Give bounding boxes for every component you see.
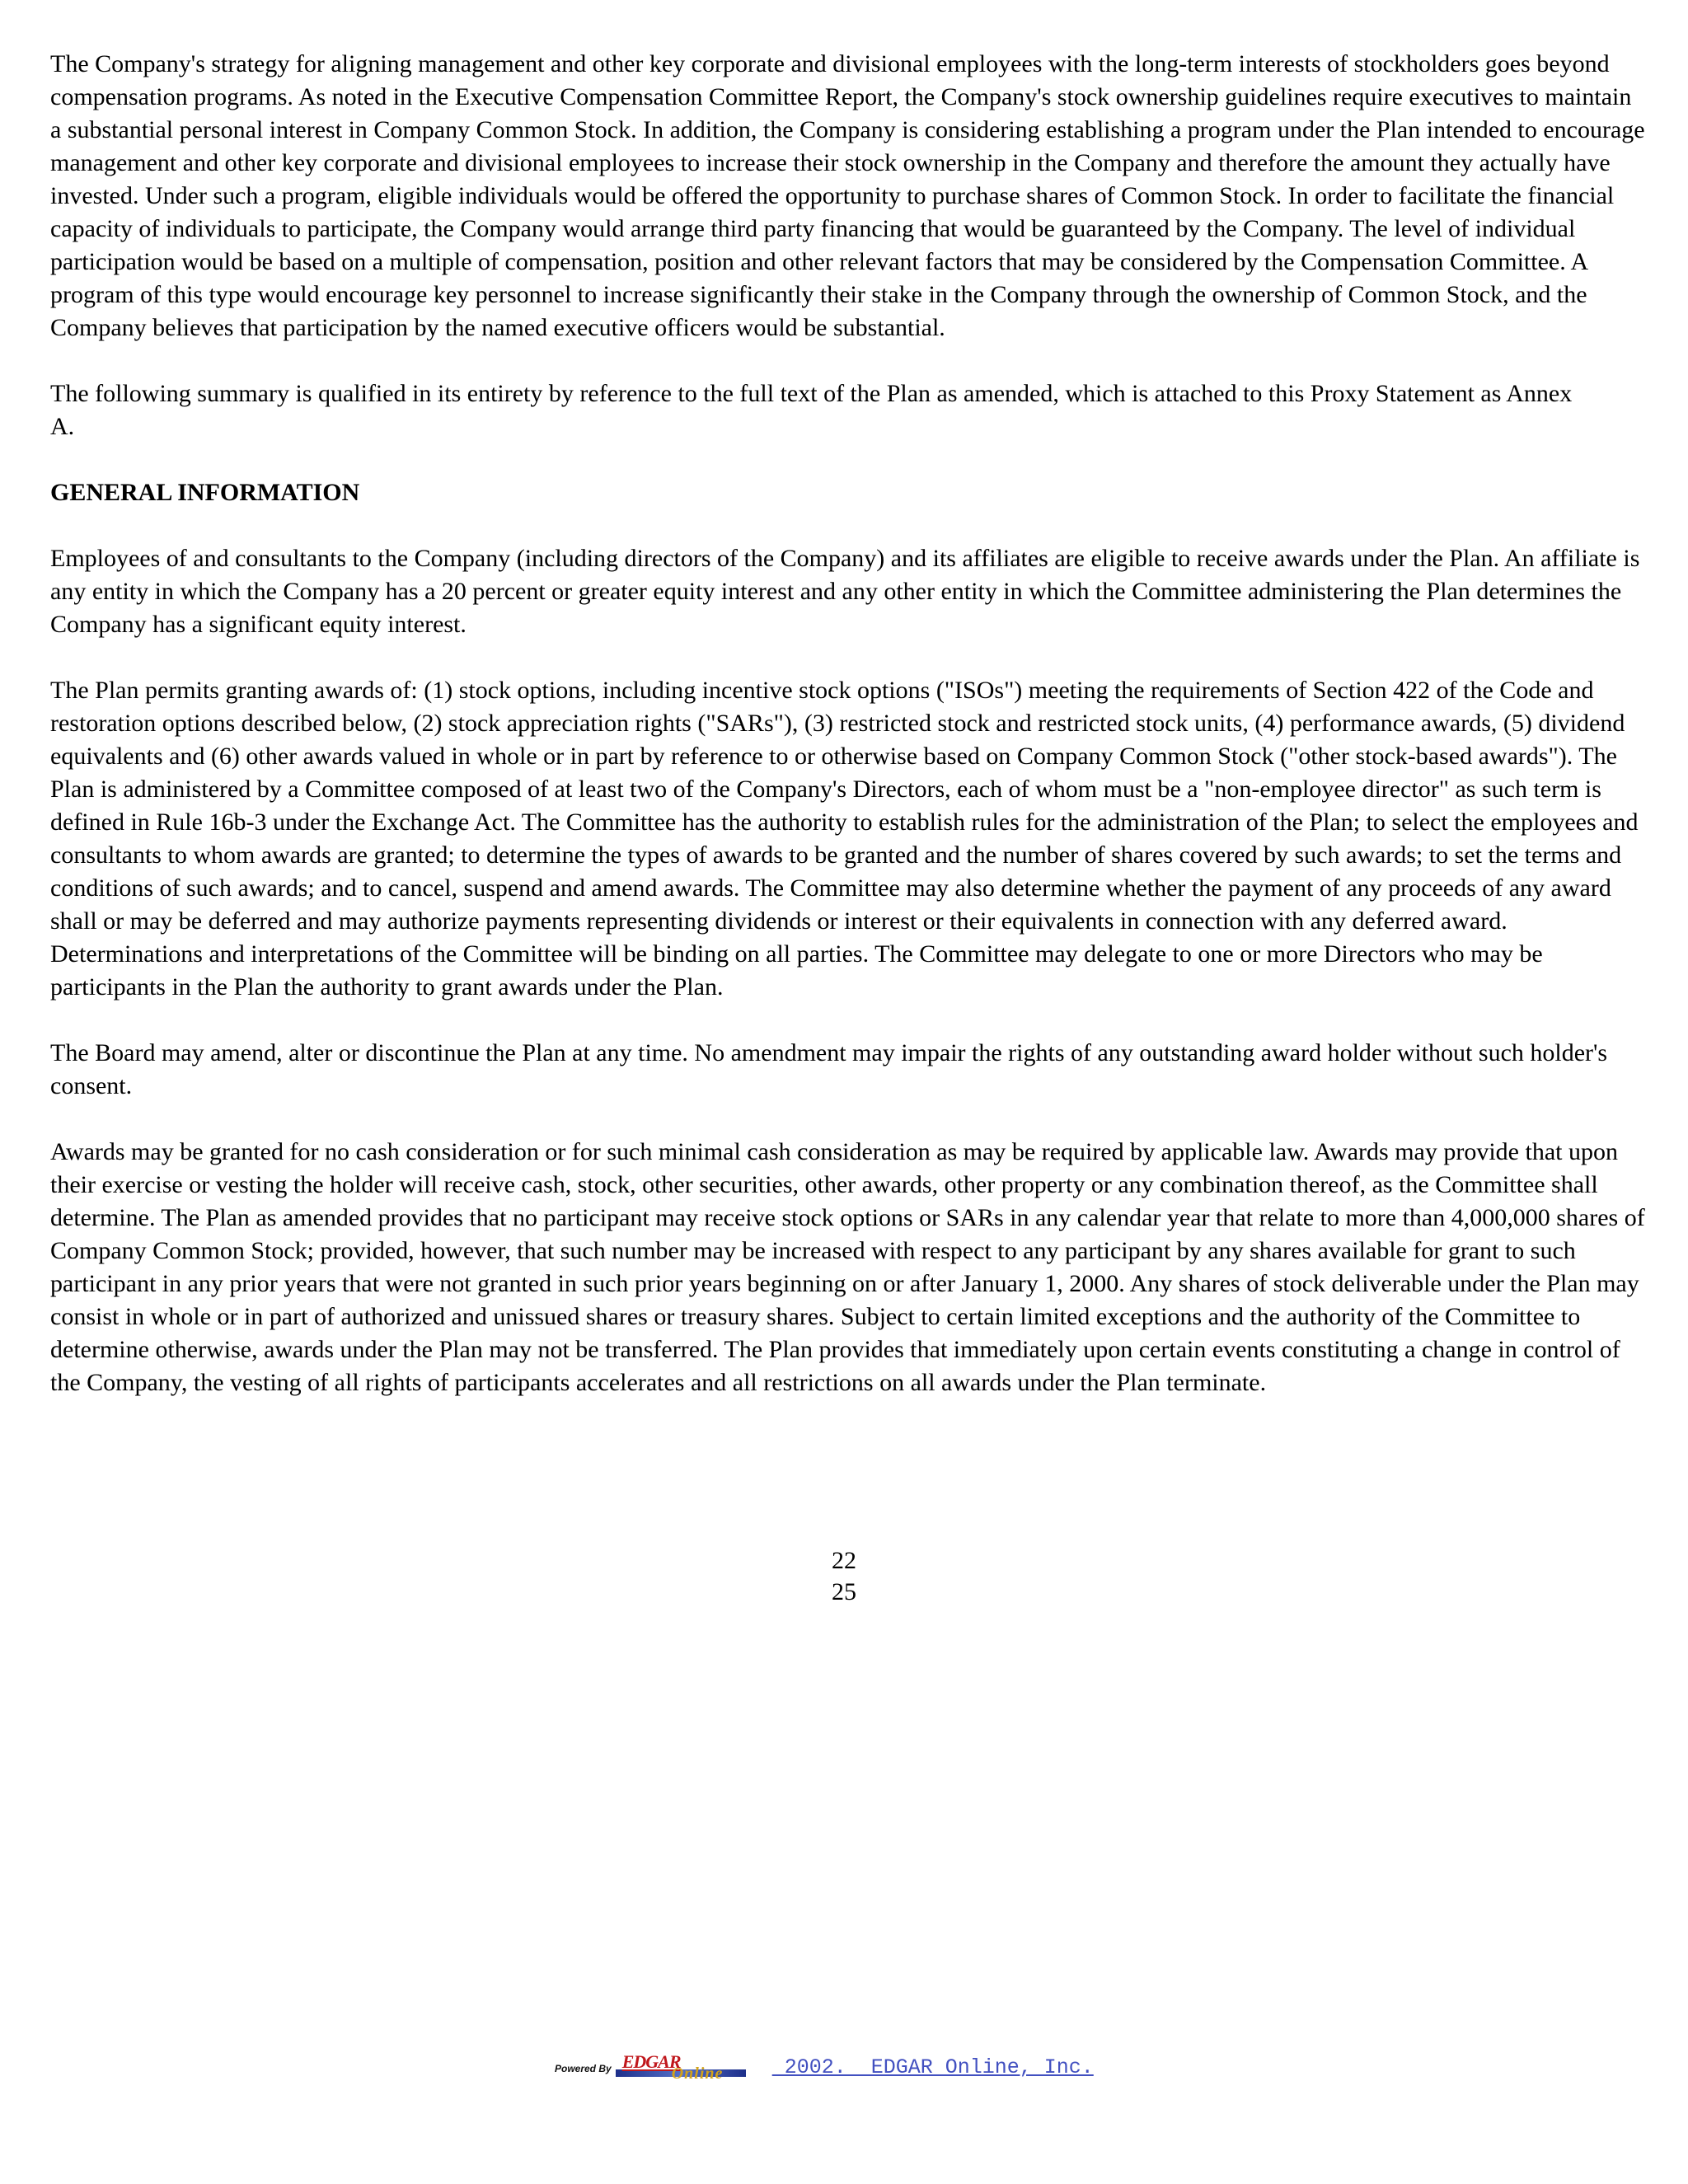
paragraph-award-types: The Plan permits granting awards of: (1) stock options, including incentive stock options ("ISOs") meeting the requirements of Section 422 of the Code and restoration options described below, (2) stock appreciation rights ("SARs"), (3) restricted stock and restricted stock units, (4) performance awards, (5) dividend equivalents and (6) other awards valued in whole or in part by reference to or otherwise based on Company Common Stock ("other stock-based awards"). The Plan is administered by a Committee composed of at least two of the Company's Directors, each of whom must be a "non-employee director" as such term is defined in Rule 16b-3 under the Exchange Act. The Committee has the authority to establish rules for the administration of the Plan; to select the employees and consultants to whom awards are granted; to determine the types of awards to be granted and the number of shares covered by such awards; to set the terms and conditions of such awards; and to cancel, suspend and amend awards. The Committee may also determine whether the payment of any proceeds of any award shall or may be deferred and may authorize payments representing dividends or interest or their equivalents in connection with any deferred award. Determinations and interpretations of the Committee will be binding on all parties. The Committee may delegate to one or more Directors who may be participants in the Plan the authority to grant awards under the Plan. — [50, 677, 1639, 1001]
paragraph-award-terms: Awards may be granted for no cash consideration or for such minimal cash consideration as may be required by applicable law. Awards may provide that upon their exercise or vesting the holder will receive cash, stock, other securities, other awards, other property or any combination thereof, as the Committee shall determine. The Plan as amended provides that no participant may receive stock options or SARs in any calendar year that relate to more than 4,000,000 shares of Company Common Stock; provided, however, that such number may be increased with respect to any participant by any shares available for grant to such participant in any prior years that were not granted in such prior years beginning on or after January 1, 2000. Any shares of stock deliverable under the Plan may consist in whole or in part of authorized and unissued shares or treasury shares. Subject to certain limited exceptions and the authority of the Committee to determine otherwise, awards under the Plan may not be transferred. The Plan provides that immediately upon certain events constituting a change in control of the Company, the vesting of all rights of participants accelerates and all restrictions on all awards under the Plan terminate. — [50, 1138, 1645, 1396]
page-numbers — [0, 1545, 1688, 1608]
annex-letter: A. — [50, 413, 75, 440]
logo-edgar-text: EDGAR — [621, 2051, 681, 2072]
paragraph-eligibility: Employees of and consultants to the Company (including directors of the Company) and its affiliates are eligible to receive awards under the Plan. An affiliate is any entity in which the Company has a 20 percent or greater equity interest and any other entity in which the Committee administering the Plan determines the Company has a significant equity interest. — [50, 545, 1640, 638]
edgar-online-logo[interactable] — [555, 2053, 746, 2081]
footer — [555, 2050, 1094, 2083]
section-heading-general-information: GENERAL INFORMATION — [50, 479, 360, 506]
copyright-link[interactable]: 2002. EDGAR Online, Inc. — [771, 2055, 1094, 2079]
page-number-document: 22 — [832, 1547, 856, 1574]
paragraph-stock-ownership-strategy: The Company's strategy for aligning management and other key corporate and divisional employees with the long-term interests of stockholders goes beyond compensation programs. As noted in the Executive Compensation Committee Report, the Company's stock ownership guidelines require executives to maintain a substantial personal interest in Company Common Stock. In addition, the Company is considering establishing a program under the Plan intended to encourage management and other key corporate and divisional employees to increase their stock ownership in the Company and therefore the amount they actually have invested. Under such a program, eligible individuals would be offered the opportunity to purchase shares of Common Stock. In order to facilitate the financial capacity of individuals to participate, the Company would arrange third party financing that would be guaranteed by the Company. The level of individual participation would be based on a multiple of compensation, position and other relevant factors that may be considered by the Compensation Committee. A program of this type would encourage key personnel to increase significantly their stake in the Company through the ownership of Common Stock, and the Company believes that participation by the named executive officers would be substantial. — [50, 50, 1645, 341]
summary-text: The following summary is qualified in its entirety by reference to the full text of the Plan as amended, which is attached to this Proxy Statement as Annex — [50, 380, 1573, 407]
document-body — [50, 48, 1645, 1432]
paragraph-board-amendment: The Board may amend, alter or discontinue the Plan at any time. No amendment may impair the rights of any outstanding award holder without such holder's consent. — [50, 1039, 1608, 1099]
logo-mark — [616, 2053, 746, 2081]
logo-powered-by-text: Powered By — [555, 2063, 612, 2074]
logo-online-text: Online — [671, 2064, 724, 2083]
paragraph-summary-qualification — [50, 377, 1645, 443]
page-number-filing: 25 — [832, 1578, 856, 1605]
